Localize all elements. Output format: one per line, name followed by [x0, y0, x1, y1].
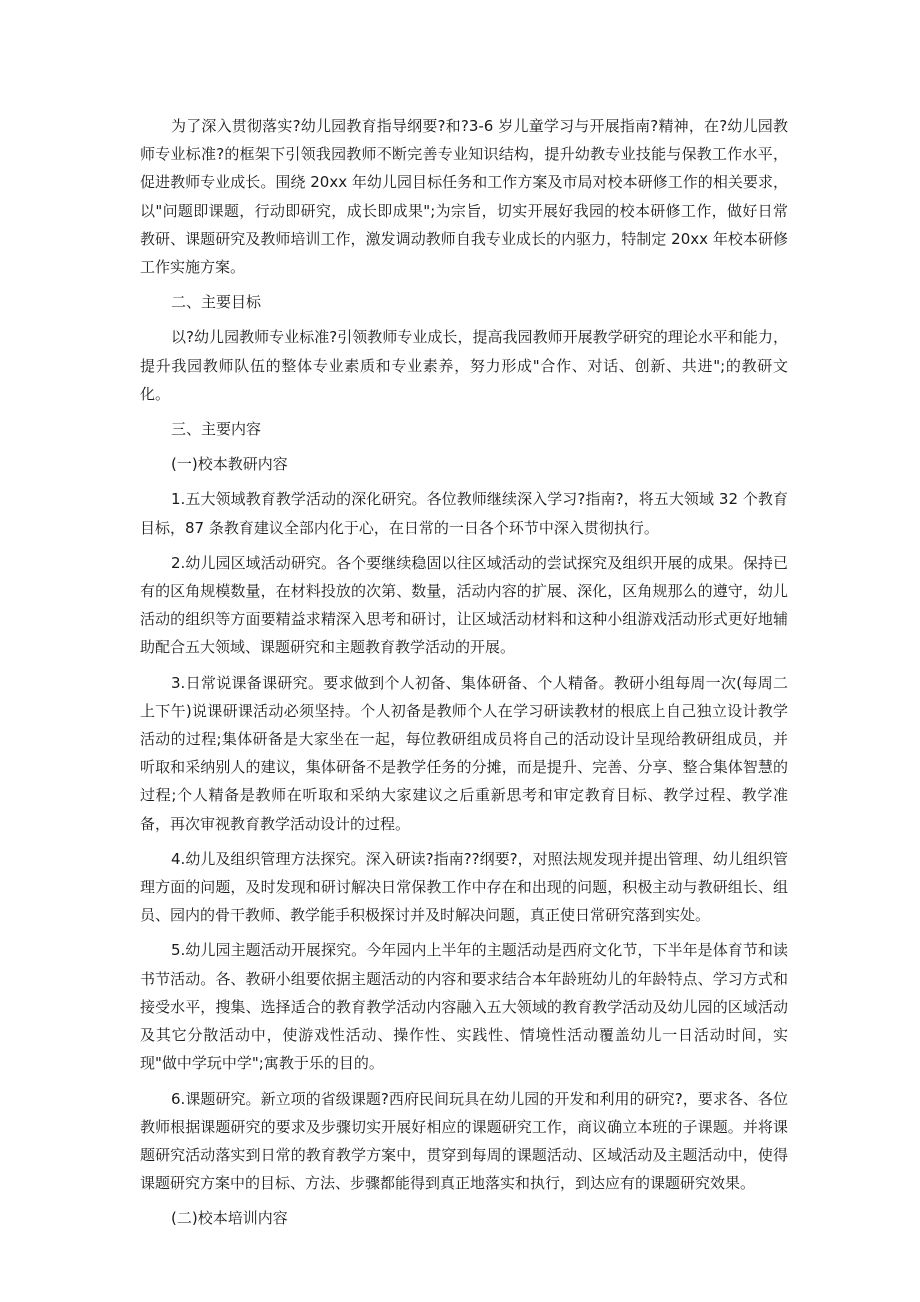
subsection-heading-training: (二)校本培训内容 — [171, 1209, 288, 1228]
list-item: 3.日常说课备课研究。要求做到个人初备、集体研备、个人精备。教研小组每周一次(每周二上下午)说课研课活动必须坚持。个人初备是教师个人在学习研读教材的根底上自己独立设计教学活动的过程;集体研备是大家坐在一起，每位教研组成员将自己的活动设计呈现给教研组成员，并听取和采纳别人的建议，集体研备不是教学任务的分摊，而是提升、完善、分享、整合集体智慧的过程;个人精备是教师在听取和采纳大家建议之后重新思考和审定教育目标、教学过程、教学准备，再次审视教育教学活动设计的过程。 — [140, 673, 788, 833]
document-body — [140, 112, 788, 1240]
list-item: 1.五大领域教育教学活动的深化研究。各位教师继续深入学习?指南?，将五大领域 32 个教育目标，87 条教育建议全部内化于心，在日常的一日各个环节中深入贯彻执行。 — [140, 490, 788, 537]
goals-paragraph: 以?幼儿园教师专业标准?引领教师专业成长，提高我园教师开展教学研究的理论水平和能力，提升我园教师队伍的整体专业素质和专业素养，努力形成"合作、对话、创新、共进";的教研文化。 — [140, 328, 788, 403]
list-item: 4.幼儿及组织管理方法探究。深入研读?指南??纲要?，对照法规发现并提出管理、幼儿组织管理方面的问题，及时发现和研讨解决日常保教工作中存在和出现的问题，积极主动与教研组长、组员、园内的骨干教师、教学能手积极探讨并及时解决问题，真正使日常研究落到实处。 — [140, 849, 788, 925]
list-item: 2.幼儿园区域活动研究。各个要继续稳固以往区域活动的尝试探究及组织开展的成果。保持已有的区角规模数量，在材料投放的次第、数量，活动内容的扩展、深化，区角规那么的遵守，幼儿活动的组织等方面要精益求精深入思考和研讨，让区域活动材料和这种小组游戏活动形式更好地辅助配合五大领域、课题研究和主题教育教学活动的开展。 — [140, 553, 788, 657]
list-item: 6.课题研究。新立项的省级课题?西府民间玩具在幼儿园的开发和利用的研究?，要求各、各位教师根据课题研究的要求及步骤切实开展好相应的课题研究工作，商议确立本班的子课题。并将课题研究活动落实到日常的教育教学方案中，贯穿到每周的课题活动、区域活动及主题活动中，使得课题研究方案中的目标、方法、步骤都能得到真正地落实和执行，到达应有的课题研究效果。 — [140, 1089, 788, 1193]
section-heading-content: 三、主要内容 — [171, 420, 262, 439]
intro-paragraph: 为了深入贯彻落实?幼儿园教育指导纲要?和?3-6 岁儿童学习与开展指南?精神，在?幼儿园教师专业标准?的框架下引领我园教师不断完善专业知识结构，提升幼教专业技能与保教工作水平，促进教师专业成长。围绕 20xx 年幼儿园目标任务和工作方案及市局对校本研修工作的相关要求，以"问题即课题，行动即研究，成长即成果";为宗旨，切实开展好我园的校本研修工作，做好日常教研、课题研究及教师培训工作，激发调动教师自我专业成长的内驱力，特制定 20xx 年校本研修工作实施方案。 — [140, 117, 788, 277]
list-item: 5.幼儿园主题活动开展探究。今年园内上半年的主题活动是西府文化节，下半年是体育节和读书节活动。各、教研小组要依据主题活动的内容和要求结合本年龄班幼儿的年龄特点、学习方式和接受水平，搜集、选择适合的教育教学活动内容融入五大领域的教育教学活动及幼儿园的区域活动及其它分散活动中，使游戏性活动、操作性、实践性、情境性活动覆盖幼儿一日活动时间，实现"做中学玩中学";寓教于乐的目的。 — [140, 941, 788, 1073]
section-heading-goals: 二、主要目标 — [171, 293, 262, 312]
subsection-heading-research: (一)校本教研内容 — [171, 455, 288, 474]
